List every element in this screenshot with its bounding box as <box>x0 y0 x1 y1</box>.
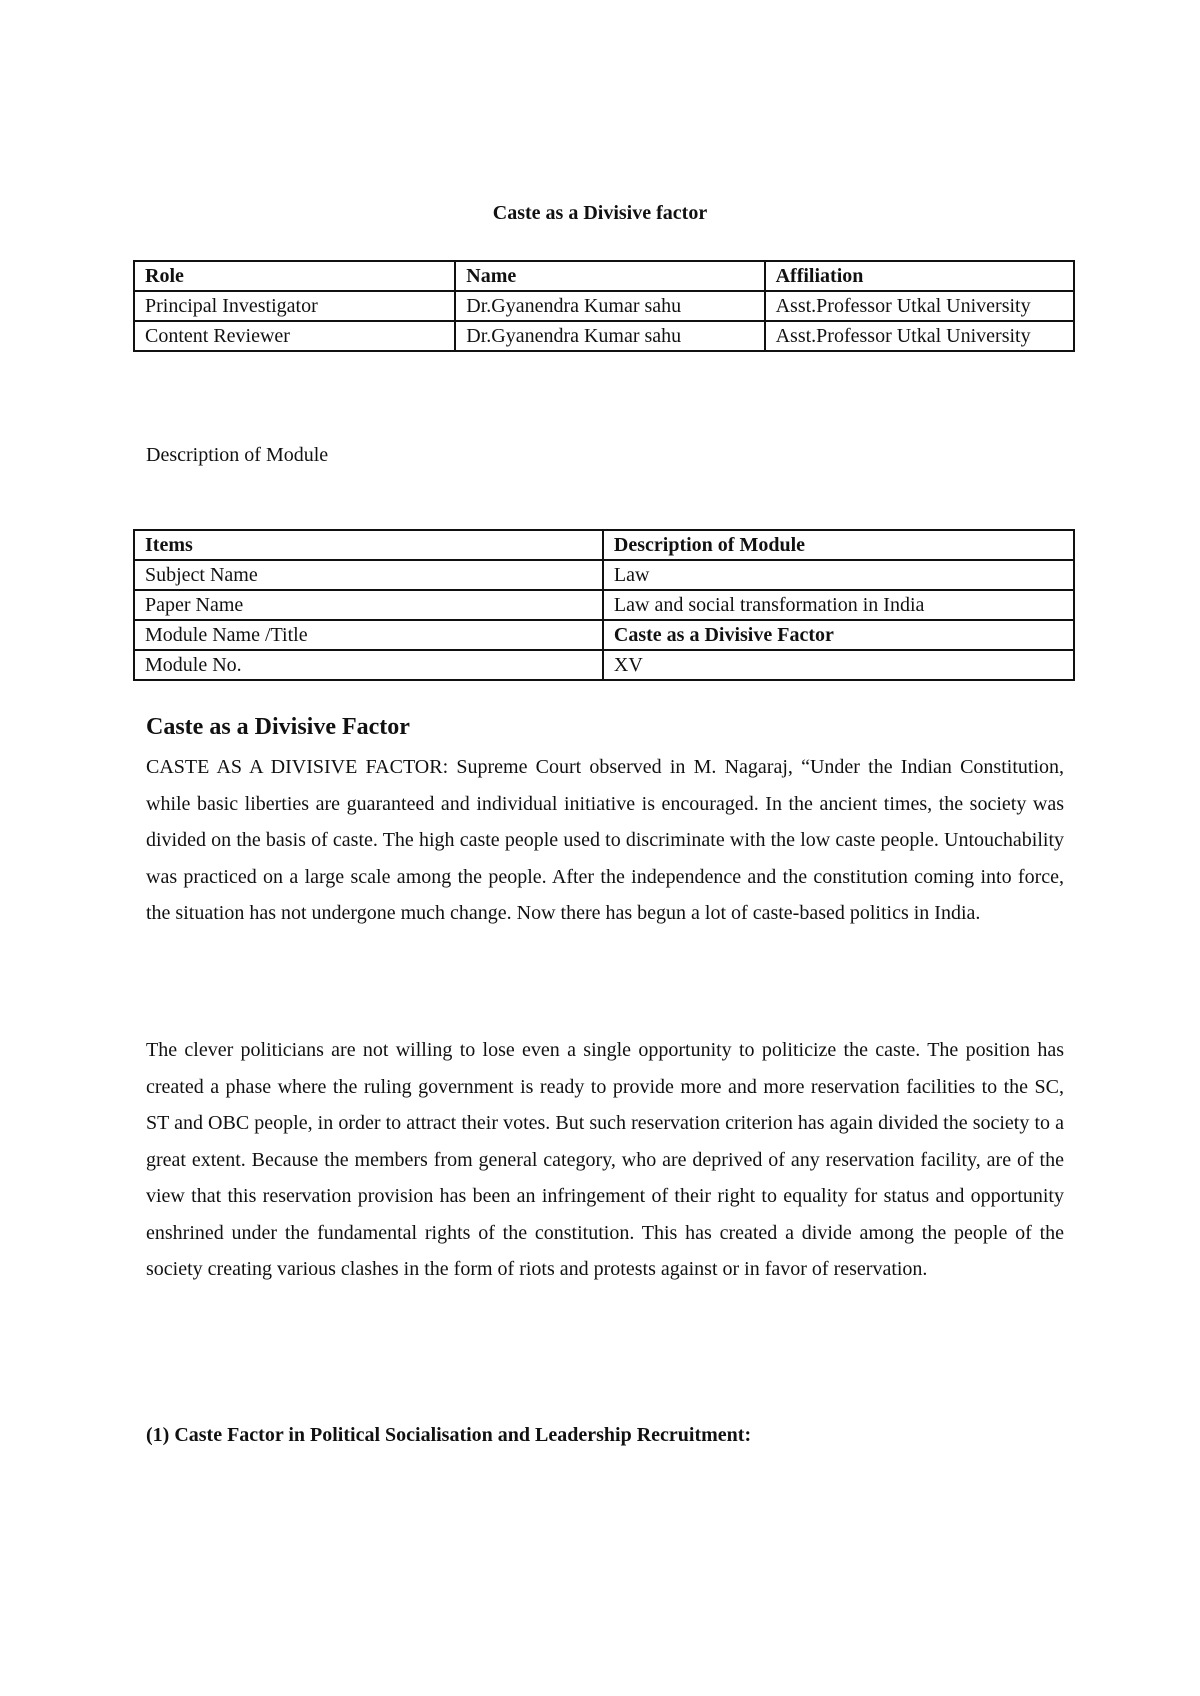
header-description: Description of Module <box>603 530 1074 560</box>
cell-value: Law <box>603 560 1074 590</box>
cell-affiliation: Asst.Professor Utkal University <box>765 291 1074 321</box>
table-row <box>134 590 1074 620</box>
header-affiliation: Affiliation <box>765 261 1074 291</box>
header-role: Role <box>134 261 455 291</box>
sub-heading: (1) Caste Factor in Political Socialisation and Leadership Recruitment: <box>146 1424 752 1446</box>
table-row <box>134 321 1074 351</box>
cell-item: Paper Name <box>134 590 603 620</box>
cell-role: Content Reviewer <box>134 321 455 351</box>
cell-name: Dr.Gyanendra Kumar sahu <box>455 321 764 351</box>
table-row <box>134 650 1074 680</box>
cell-item: Subject Name <box>134 560 603 590</box>
table-header-row <box>134 261 1074 291</box>
body-paragraph: CASTE AS A DIVISIVE FACTOR: Supreme Court observed in M. Nagaraj, “Under the Indian Constitution, while basic liberties are guaranteed and individual initiative is encouraged. In the ancient times, the society was divided on the basis of caste. The high caste people used to discriminate with the low caste people. Untouchability was practiced on a large scale among the people. After the independence and the constitution coming into force, the situation has not undergone much change. Now there has begun a lot of caste-based politics in India. <box>146 756 1064 924</box>
cell-item: Module Name /Title <box>134 620 603 650</box>
header-name: Name <box>455 261 764 291</box>
table-header-row <box>134 530 1074 560</box>
cell-name: Dr.Gyanendra Kumar sahu <box>455 291 764 321</box>
section-heading: Caste as a Divisive Factor <box>146 714 410 740</box>
document-title: Caste as a Divisive factor <box>492 202 708 224</box>
table-row <box>134 291 1074 321</box>
body-paragraph: The clever politicians are not willing to lose even a single opportunity to politicize the caste. The position has created a phase where the ruling government is ready to provide more and more reservation facilities to the SC, ST and OBC people, in order to attract their votes. But such reservation criterion has again divided the society to a great extent. Because the members from general category, who are deprived of any reservation facility, are of the view that this reservation provision has been an infringement of their right to equality for status and opportunity enshrined under the fundamental rights of the constitution. This has created a divide among the people of the society creating various clashes in the form of riots and protests against or in favor of reservation. <box>146 1039 1064 1280</box>
table-row <box>134 620 1074 650</box>
roles-table <box>133 260 1075 352</box>
cell-value: Law and social transformation in India <box>603 590 1074 620</box>
cell-value: XV <box>603 650 1074 680</box>
cell-item: Module No. <box>134 650 603 680</box>
cell-role: Principal Investigator <box>134 291 455 321</box>
cell-value: Caste as a Divisive Factor <box>603 620 1074 650</box>
description-label: Description of Module <box>146 444 329 466</box>
table-row <box>134 560 1074 590</box>
module-table <box>133 529 1075 681</box>
header-items: Items <box>134 530 603 560</box>
cell-affiliation: Asst.Professor Utkal University <box>765 321 1074 351</box>
